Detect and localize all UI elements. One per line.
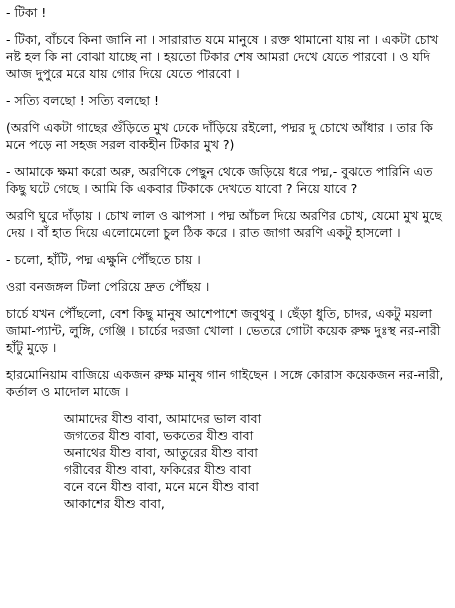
paragraph-arani-tree: (অরণি একটা গাছের গুঁড়িতে মুখ ঢেকে দাঁড়িয়ে রইলো, পদ্মর দু চোখে আঁধার । তার কি মনে পড়ে না সহজ সরল বাকহীন টিকার মুখ ?) <box>6 120 433 152</box>
paragraph-arani-turns: অরণি ঘুরে দাঁড়ায় । চোখ লাল ও ঝাপসা । পদ্ম আঁচল দিয়ে অরণির চোখ, যেমো মুখ মুছে দেয় । বাঁ হাত দিয়ে এলোমেলো চুল ঠিক করে । রাত জাগা অরণি একটু হাসলো । <box>6 208 442 240</box>
paragraph-harmonium: হারমোনিয়াম বাজিয়ে একজন রুক্ষ মানুষ গান গাইছেন । সঙ্গে কোরাস কয়েকজন নর-নারী, কর্তাল ও মাদোল মাজে । <box>6 367 444 399</box>
hymn-verse <box>64 410 449 512</box>
paragraph-cross-forest: ওরা বনজঙ্গল টিলা পেরিয়ে দ্রুত পৌঁছয় । <box>6 279 210 294</box>
paragraph-tika-call: - টিকা ! <box>6 5 47 20</box>
paragraph-tika-condition: - টিকা, বাঁচবে কিনা জানি না । সারারাত যমে মানুষে । রক্ত থামানো যায় না । একটা চোখ নষ্ট হল কি না বোঝা যাচ্ছে না । হয়তো টিকার শেষ আমরা দেখে যেতে পারবো । ও যদি আজ দুপুরে মরে যায় গোর দিয়ে যেতে পারবো । <box>6 32 439 81</box>
hymn-line: জগতের যীশু বাবা, ভকতের যীশু বাবা <box>64 428 254 443</box>
hymn-line: বনে বনে যীশু বাবা, মনে মনে যীশু বাবা <box>64 479 259 494</box>
hymn-line: আকাশের যীশু বাবা, <box>64 496 165 511</box>
hymn-line: আমাদের যীশু বাবা, আমাদের ভাল বাবা <box>64 411 262 426</box>
paragraph-church-arrival: চার্চে যখন পৌঁছলো, বেশ কিছু মানুষ আশেপাশে জবুথবু । ছেঁড়া ধুতি, চাদর, একটু ময়লা জামা-প্যান্ট, লুঙ্গি, গেঞ্জি । চার্চের দরজা খোলা । ভেতরে গোটা কয়েক রুক্ষ দুঃস্থ নর-নারী হাঁটু মুড়ে । <box>6 306 441 355</box>
paragraph-true-question: - সত্যি বলছো ! সত্যি বলছো ! <box>6 93 160 108</box>
paragraph-lets-walk: - চলো, হাঁটি, পদ্ম এক্ষুনি পৌঁছতে চায় । <box>6 252 201 267</box>
hymn-line: গরীবের যীশু বাবা, ফকিরের যীশু বাবা <box>64 462 251 477</box>
paragraph-forgive-me: - আমাকে ক্ষমা করো অরু, অরণিকে পেছুন থেকে জড়িয়ে ধরে পদ্ম,- বুঝতে পারিনি এত কিছু ঘটে গেছে । আমি কি একবার টিকাকে দেখতে যাবো ? নিয়ে যাবে ? <box>6 164 433 196</box>
hymn-line: অনাথের যীশু বাবা, আতুরের যীশু বাবা <box>64 445 258 460</box>
